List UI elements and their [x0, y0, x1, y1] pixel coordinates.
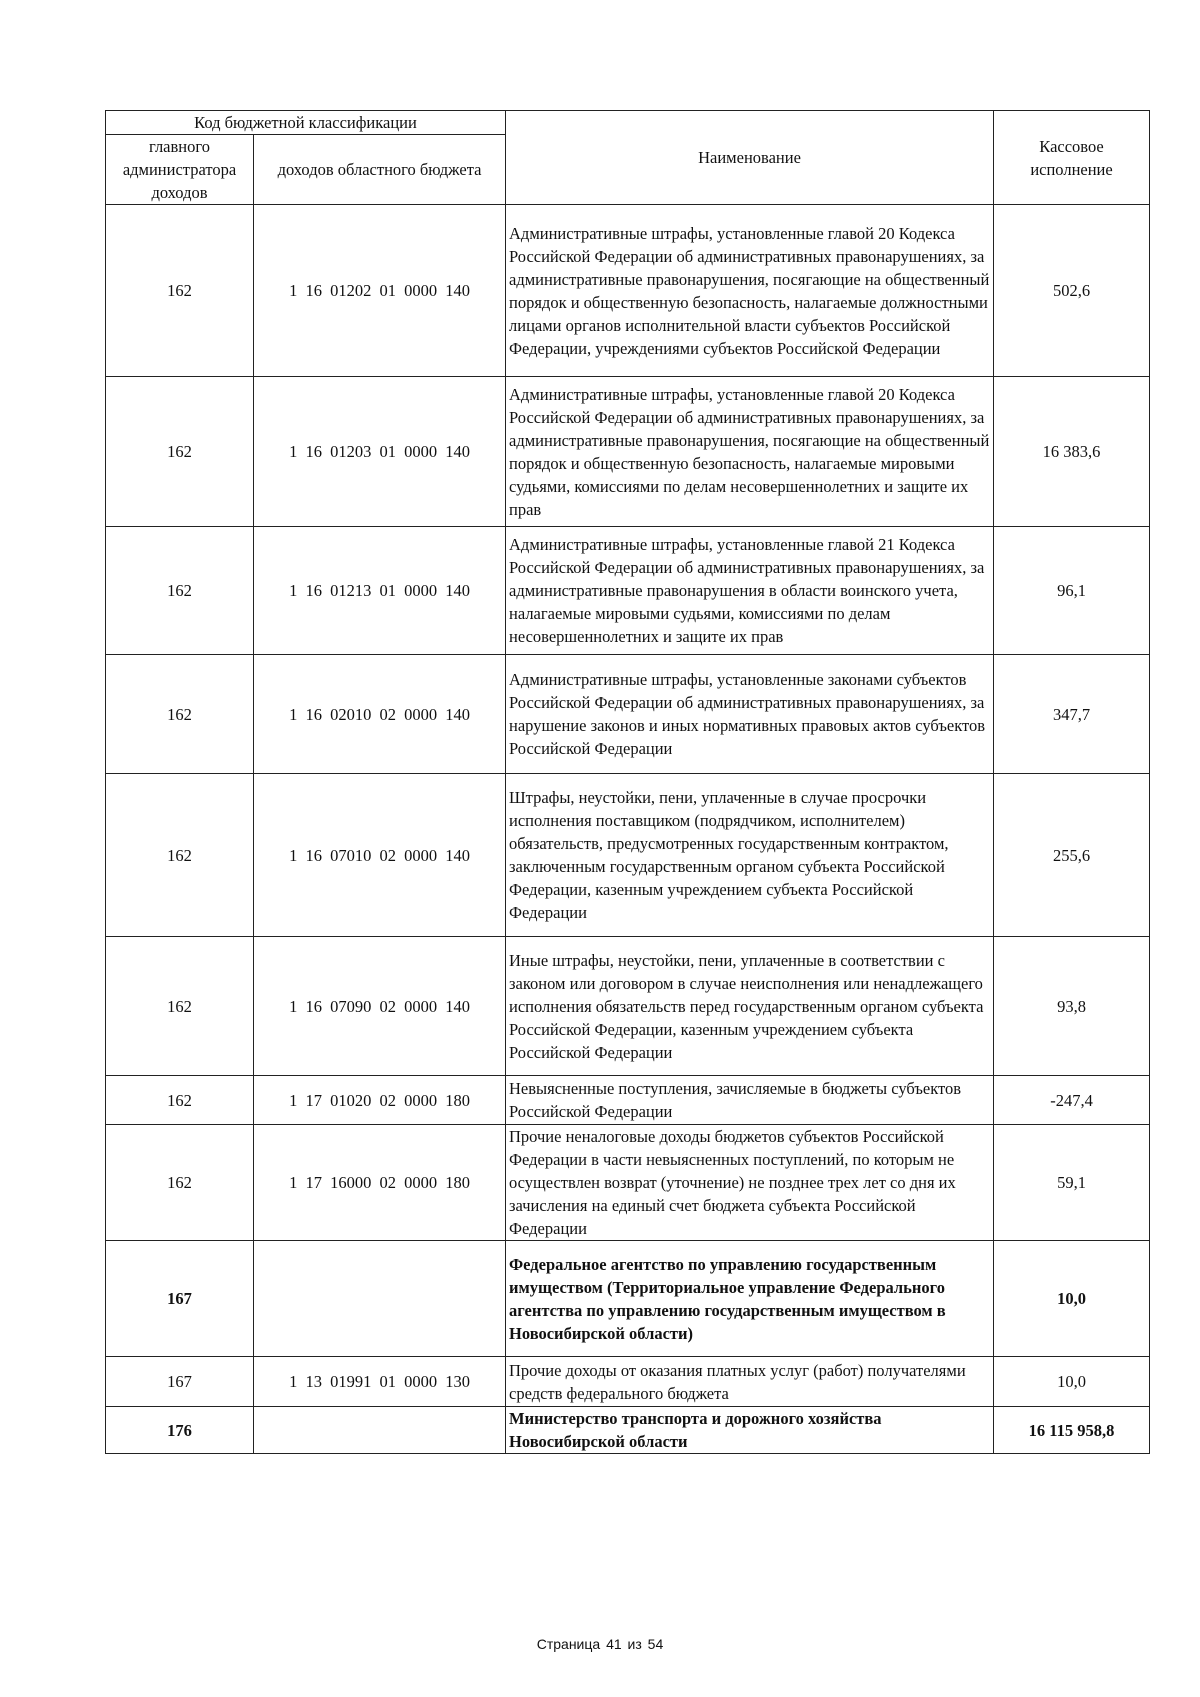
- header-cash-execution: Кассовое исполнение: [994, 111, 1150, 205]
- income-code-cell: 1 16 01213 01 0000 140: [254, 527, 506, 655]
- amount-cell: 16 383,6: [994, 377, 1150, 527]
- table-row: [106, 1076, 1150, 1125]
- income-code-cell: 1 16 02010 02 0000 140: [254, 655, 506, 774]
- table-row: [106, 1125, 1150, 1241]
- admin-code-cell: 167: [106, 1357, 254, 1407]
- header-row-group: [106, 111, 1150, 135]
- table-row: [106, 377, 1150, 527]
- table-row-section-header: [106, 1241, 1150, 1357]
- amount-cell: -247,4: [994, 1076, 1150, 1125]
- income-name-cell: Административные штрафы, установленные законами субъектов Российской Федерации об административных правонарушениях, за нарушение законов и иных нормативных правовых актов субъектов Российской Федерации: [506, 655, 994, 774]
- budget-table-container: [105, 110, 1149, 1454]
- amount-cell: 16 115 958,8: [994, 1407, 1150, 1454]
- income-name-cell: Министерство транспорта и дорожного хозяйства Новосибирской области: [506, 1407, 994, 1454]
- income-name-cell: Административные штрафы, установленные главой 20 Кодекса Российской Федерации об административных правонарушениях, за административные правонарушения, посягающие на общественный порядок и общественную безопасность, налагаемые мировыми судьями, комиссиями по делам несовершеннолетних и защите их прав: [506, 377, 994, 527]
- header-regional-budget-income: доходов областного бюджета: [254, 135, 506, 205]
- income-name-cell: Иные штрафы, неустойки, пени, уплаченные в соответствии с законом или договором в случае неисполнения или ненадлежащего исполнения обязательств перед государственным органом субъекта Российской Федерации, казенным учреждением субъекта Российской Федерации: [506, 937, 994, 1076]
- table-row: [106, 655, 1150, 774]
- admin-code-cell: 176: [106, 1407, 254, 1454]
- amount-cell: 93,8: [994, 937, 1150, 1076]
- table-row: [106, 527, 1150, 655]
- income-name-cell: Штрафы, неустойки, пени, уплаченные в случае просрочки исполнения поставщиком (подрядчиком, исполнителем) обязательств, предусмотренных государственным контрактом, заключенным государственным органом субъекта Российской Федерации, казенным учреждением субъекта Российской Федерации: [506, 774, 994, 937]
- income-code-cell: [254, 1241, 506, 1357]
- income-code-cell: 1 16 01202 01 0000 140: [254, 205, 506, 377]
- page-number-footer: Страница 41 из 54: [536, 1636, 664, 1652]
- table-row: [106, 774, 1150, 937]
- table-row-section-header: [106, 1407, 1150, 1454]
- income-name-cell: Административные штрафы, установленные главой 20 Кодекса Российской Федерации об административных правонарушениях, за административные правонарушения, посягающие на общественный порядок и общественную безопасность, налагаемые должностными лицами органов исполнительной власти субъектов Российской Федерации, учреждениями субъектов Российской Федерации: [506, 205, 994, 377]
- table-row: [106, 205, 1150, 377]
- income-code-cell: 1 16 07090 02 0000 140: [254, 937, 506, 1076]
- admin-code-cell: 162: [106, 527, 254, 655]
- admin-code-cell: 167: [106, 1241, 254, 1357]
- income-name-cell: Невыясненные поступления, зачисляемые в бюджеты субъектов Российской Федерации: [506, 1076, 994, 1125]
- income-name-cell: Федеральное агентство по управлению государственным имуществом (Территориальное управление Федерального агентства по управлению государственным имуществом в Новосибирской области): [506, 1241, 994, 1357]
- header-name: Наименование: [506, 111, 994, 205]
- income-name-cell: Прочие неналоговые доходы бюджетов субъектов Российской Федерации в части невыясненных поступлений, по которым не осуществлен возврат (уточнение) не позднее трех лет со дня их зачисления на единый счет бюджета субъекта Российской Федерации: [506, 1125, 994, 1241]
- header-budget-classification-code: Код бюджетной классификации: [106, 111, 506, 135]
- admin-code-cell: 162: [106, 774, 254, 937]
- admin-code-cell: 162: [106, 1076, 254, 1125]
- amount-cell: 10,0: [994, 1241, 1150, 1357]
- table-header: [106, 111, 1150, 205]
- table-row: [106, 937, 1150, 1076]
- amount-cell: 10,0: [994, 1357, 1150, 1407]
- admin-code-cell: 162: [106, 1125, 254, 1241]
- budget-revenue-table: [105, 110, 1150, 1454]
- income-code-cell: 1 16 01203 01 0000 140: [254, 377, 506, 527]
- amount-cell: 347,7: [994, 655, 1150, 774]
- income-name-cell: Административные штрафы, установленные главой 21 Кодекса Российской Федерации об административных правонарушениях, за административные правонарушения в области воинского учета, налагаемые мировыми судьями, комиссиями по делам несовершеннолетних и защите их прав: [506, 527, 994, 655]
- admin-code-cell: 162: [106, 377, 254, 527]
- amount-cell: 59,1: [994, 1125, 1150, 1241]
- income-code-cell: 1 17 16000 02 0000 180: [254, 1125, 506, 1241]
- header-main-administrator: главного администратора доходов: [106, 135, 254, 205]
- amount-cell: 96,1: [994, 527, 1150, 655]
- admin-code-cell: 162: [106, 937, 254, 1076]
- income-code-cell: 1 17 01020 02 0000 180: [254, 1076, 506, 1125]
- income-code-cell: 1 13 01991 01 0000 130: [254, 1357, 506, 1407]
- income-name-cell: Прочие доходы от оказания платных услуг (работ) получателями средств федерального бюджета: [506, 1357, 994, 1407]
- admin-code-cell: 162: [106, 205, 254, 377]
- table-row: [106, 1357, 1150, 1407]
- amount-cell: 255,6: [994, 774, 1150, 937]
- amount-cell: 502,6: [994, 205, 1150, 377]
- table-body: [106, 205, 1150, 1454]
- income-code-cell: 1 16 07010 02 0000 140: [254, 774, 506, 937]
- income-code-cell: [254, 1407, 506, 1454]
- admin-code-cell: 162: [106, 655, 254, 774]
